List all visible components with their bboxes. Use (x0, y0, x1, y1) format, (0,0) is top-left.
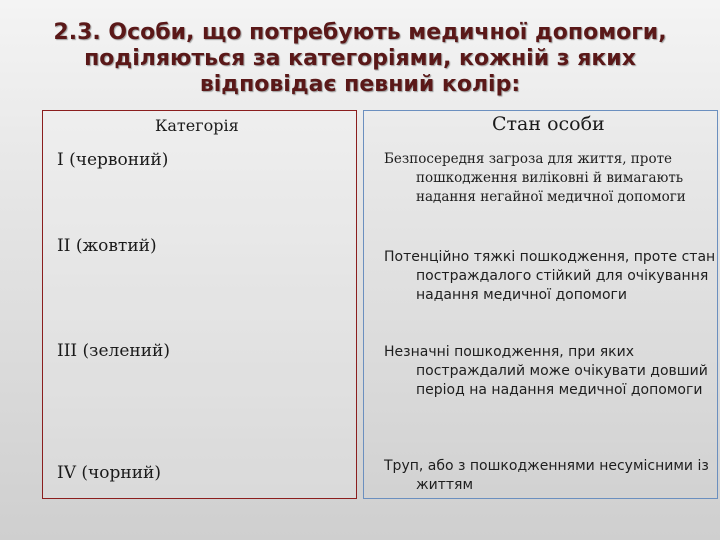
title-line-3: відповідає певний колір: (199, 72, 521, 97)
slide-title (20, 20, 700, 98)
title-line-1: 2.3. Особи, що потребують медичної допомоги, (53, 20, 667, 45)
category-yellow: II (жовтий) (57, 236, 157, 256)
category-black: IV (чорний) (57, 463, 162, 483)
category-header: Категорія (155, 116, 239, 135)
condition-yellow: Потенційно тяжкі пошкодження, проте стан постраждалого стійкий для очікування надання медичної допомоги (384, 249, 716, 303)
condition-green: Незначні пошкодження, при яких постраждалий може очікувати довший період на надання медичної допомоги (384, 344, 708, 398)
category-red: І (червоний) (57, 150, 169, 170)
condition-red: Безпосередня загроза для життя, проте пошкодження виліковні й вимагають надання негайної медичної допомоги (384, 151, 686, 205)
category-green: III (зелений) (57, 341, 170, 361)
title-line-2: поділяються за категоріями, кожній з яких (84, 46, 636, 71)
condition-header: Стан особи (492, 113, 605, 135)
condition-black: Труп, або з пошкодженнями несумісними із життям (384, 458, 709, 493)
